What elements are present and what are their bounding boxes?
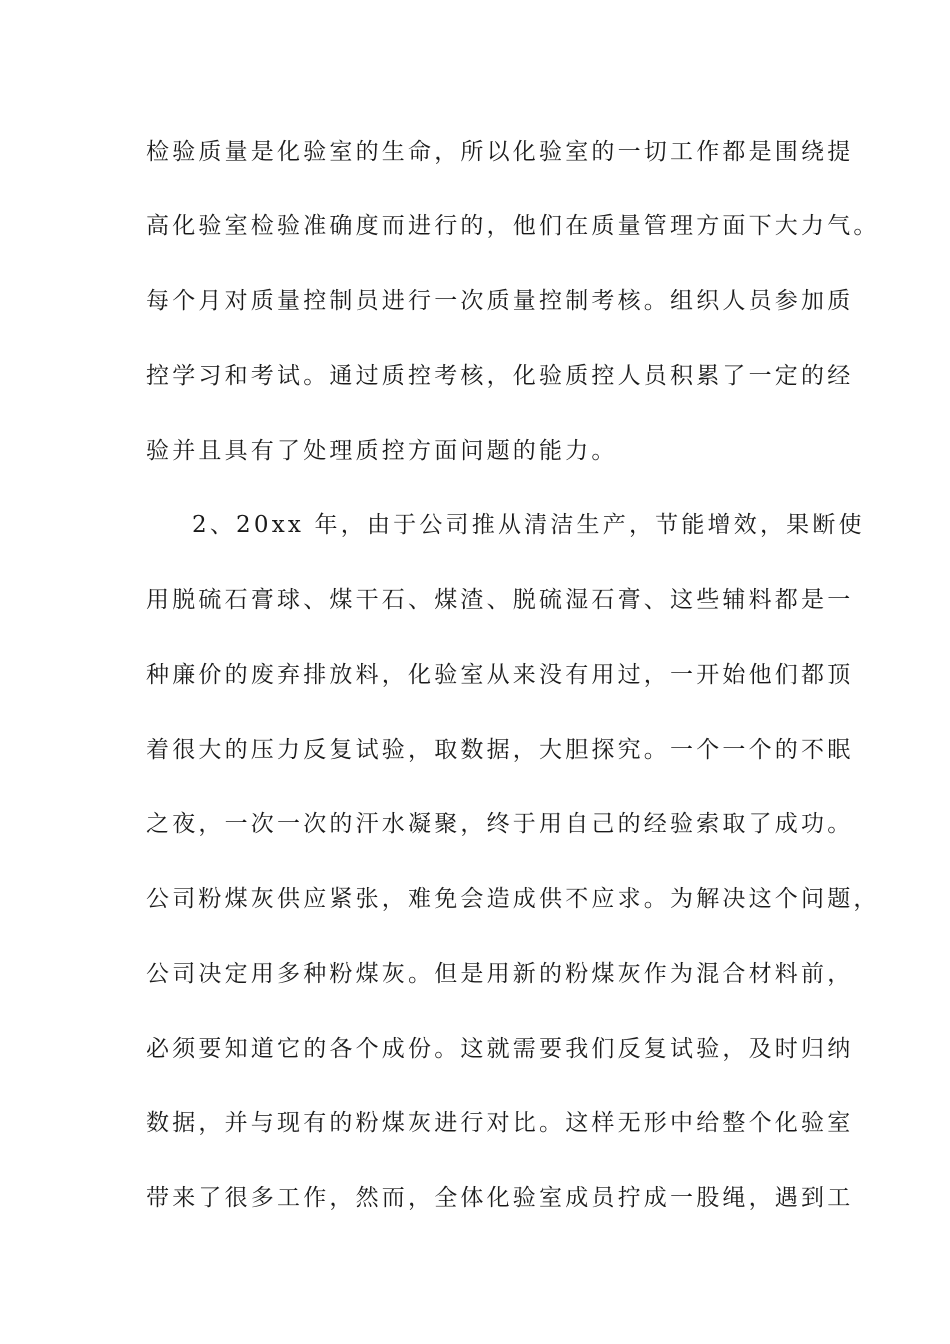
text-line-10: 之夜，一次一次的汗水凝聚，终于用自己的经验索取了成功。 xyxy=(146,811,854,837)
text-line-12: 公司决定用多种粉煤灰。但是用新的粉煤灰作为混合材料前， xyxy=(146,961,854,987)
text-line-4: 控学习和考试。通过质控考核，化验质控人员积累了一定的经 xyxy=(146,363,854,389)
text-line-13: 必须要知道它的各个成份。这就需要我们反复试验，及时归纳 xyxy=(146,1036,854,1062)
text-line-3: 每个月对质量控制员进行一次质量控制考核。组织人员参加质 xyxy=(146,288,854,314)
text-line-7: 用脱硫石膏球、煤干石、煤渣、脱硫湿石膏、这些辅料都是一 xyxy=(146,587,854,613)
text-line-2: 高化验室检验准确度而进行的，他们在质量管理方面下大力气。 xyxy=(146,213,880,239)
text-line-6: 2、20xx 年，由于公司推从清洁生产，节能增效，果断使 xyxy=(192,512,865,538)
text-line-1: 检验质量是化验室的生命，所以化验室的一切工作都是围绕提 xyxy=(146,139,854,165)
text-line-14: 数据，并与现有的粉煤灰进行对比。这样无形中给整个化验室 xyxy=(146,1110,854,1136)
text-line-5: 验并且具有了处理质控方面问题的能力。 xyxy=(146,438,618,464)
text-line-9: 着很大的压力反复试验，取数据，大胆探究。一个一个的不眠 xyxy=(146,737,854,763)
text-line-15: 带来了很多工作，然而，全体化验室成员拧成一股绳，遇到工 xyxy=(146,1185,854,1211)
text-line-8: 种廉价的废弃排放料，化验室从来没有用过，一开始他们都顶 xyxy=(146,662,854,688)
text-line-11: 公司粉煤灰供应紧张，难免会造成供不应求。为解决这个问题， xyxy=(146,886,880,912)
